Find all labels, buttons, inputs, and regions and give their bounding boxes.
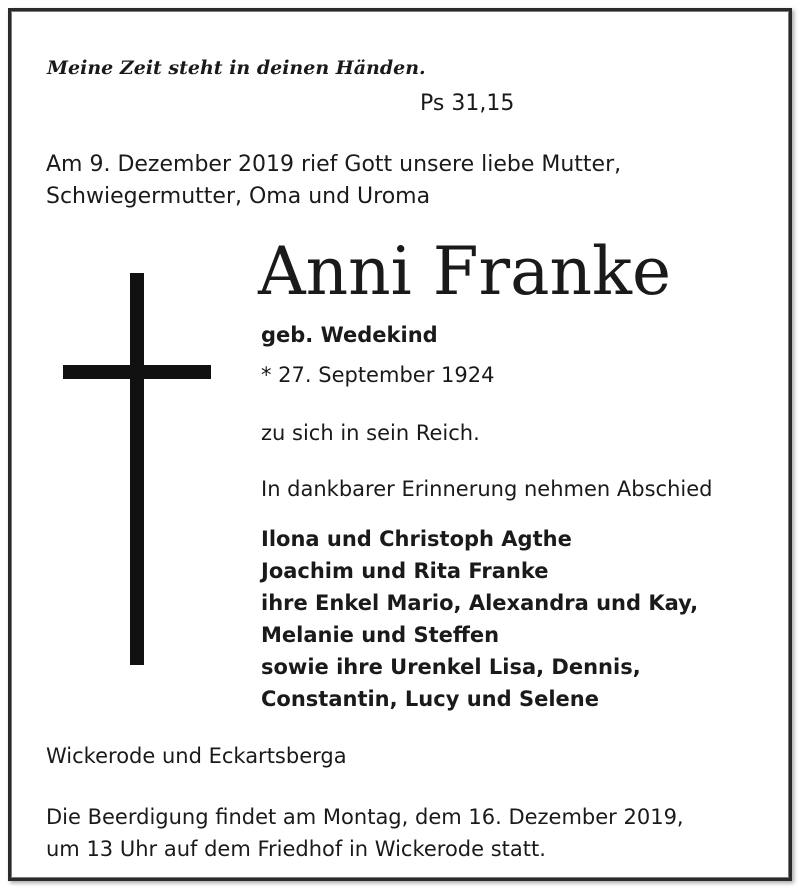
mourner-line: Joachim und Rita Franke: [261, 559, 549, 583]
funeral-info: [46, 801, 684, 865]
location: Wickerode und Eckartsberga: [46, 744, 347, 768]
funeral-line: um 13 Uhr auf dem Friedhof in Wickerode statt.: [46, 837, 546, 861]
mourner-line: Melanie und Steffen: [261, 623, 500, 647]
cross-horizontal-bar: [63, 365, 211, 379]
deceased-name: Anni Franke: [258, 233, 672, 310]
intro-line: Schwiegermutter, Oma und Uroma: [46, 184, 431, 209]
intro-line: Am 9. Dezember 2019 rief Gott unsere liebe Mutter,: [46, 152, 622, 177]
mourner-line: sowie ihre Urenkel Lisa, Dennis,: [261, 655, 641, 679]
bible-verse: Meine Zeit steht in deinen Händen.: [47, 57, 426, 79]
maiden-name: geb. Wedekind: [261, 323, 438, 347]
mourner-line: ihre Enkel Mario, Alexandra und Kay,: [261, 591, 699, 615]
intro-text: [46, 149, 766, 213]
cross-vertical-bar: [130, 273, 144, 665]
farewell-line: In dankbarer Erinnerung nehmen Abschied: [261, 477, 713, 501]
obituary-frame: [8, 8, 792, 881]
bible-verse-reference: Ps 31,15: [420, 91, 515, 116]
mourner-line: Constantin, Lucy und Selene: [261, 687, 599, 711]
kingdom-line: zu sich in sein Reich.: [261, 421, 480, 445]
mourner-line: Ilona und Christoph Agthe: [261, 527, 572, 551]
birth-date: * 27. September 1924: [261, 363, 495, 387]
cross-icon: [63, 273, 211, 665]
funeral-line: Die Beerdigung findet am Montag, dem 16. Dezember 2019,: [46, 805, 684, 829]
mourners-list: [261, 523, 698, 715]
